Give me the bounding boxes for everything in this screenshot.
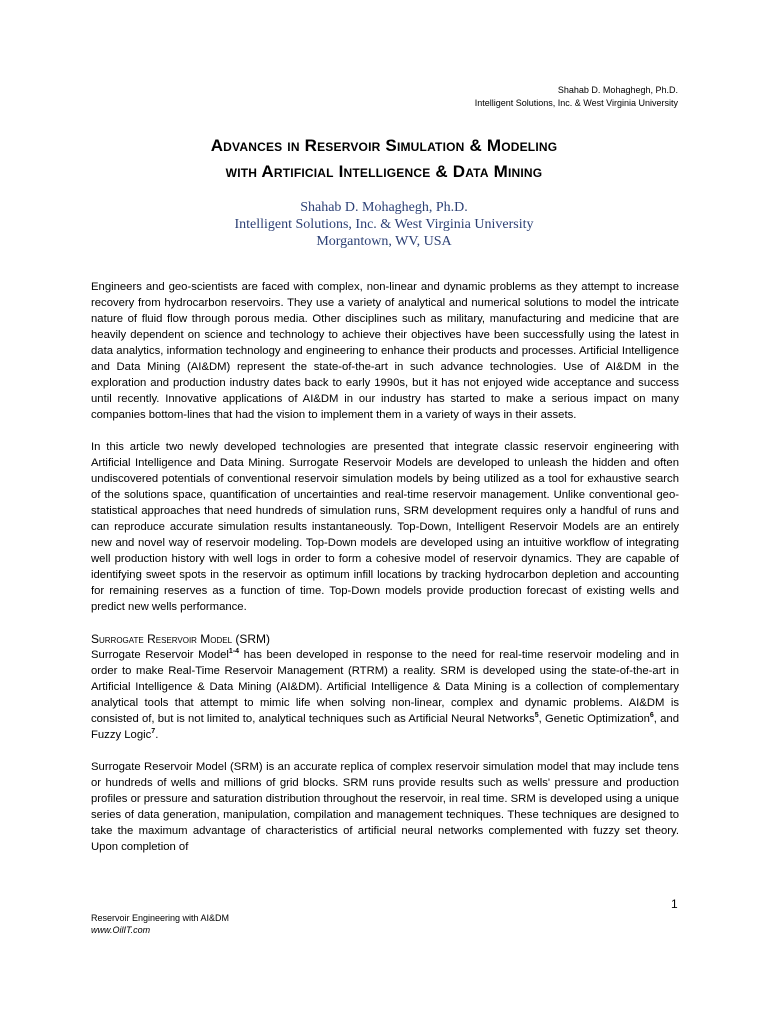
paragraph-srm-description: Surrogate Reservoir Model (SRM) is an accurate replica of complex reservoir simulation model that may include tens or hundreds of wells and millions of grid blocks. SRM runs provide results such as wells' pressure and production profiles or pressure and saturation distribution throughout the reservoir, in real time. SRM is developed using a unique series of data generation, manipulation, compilation and management techniques. These techniques are designed to take the maximum advantage of characteristics of artificial neural networks complemented with fuzzy set theory. Upon completion of (91, 761, 679, 853)
header-affiliation: Intelligent Solutions, Inc. & West Virginia University (474, 98, 678, 108)
section-heading-srm: Surrogate Reservoir Model (SRM) (91, 632, 271, 646)
srm-text-2: has been developed in response to the need for real-time reservoir modeling and in order to make Real-Time Reservoir Management (RTRM) a reality. SRM is developed using the state-of-the-art in Artificial Intelligence & Data Mining (AI&DM). Artificial Intelligence & Data Mining is a collection of complementary analytical tools that attempt to mimic life when solving non-linear, complex and dynamic problems. AI&DM is consisted of, but is not limited to, analytical techniques such as Artificial Neural Networks (91, 649, 679, 725)
title-line-1: Advances in Reservoir Simulation & Modeling (210, 136, 558, 155)
article-title (0, 133, 768, 185)
author-affiliation: Intelligent Solutions, Inc. & West Virginia University (234, 217, 534, 232)
srm-text-5: . (155, 729, 159, 741)
author-name: Shahab D. Mohaghegh, Ph.D. (300, 200, 468, 215)
page-number: 1 (671, 897, 678, 911)
paragraph-srm-intro (91, 647, 679, 743)
author-location: Morgantown, WV, USA (316, 234, 452, 249)
header-author: Shahab D. Mohaghegh, Ph.D. (557, 85, 678, 95)
paragraph-overview: In this article two newly developed technologies are presented that integrate classic reservoir engineering with Artificial Intelligence and Data Mining. Surrogate Reservoir Models are developed to unleash the hidden and often undiscovered potentials of conventional reservoir simulation models by being utilized as a tool for exhaustive search of the solutions space, quantification of uncertainties and real-time reservoir management. Unlike conventional geo-statistical approaches that need hundreds of simulation runs, SRM development requires only a handful of runs and can reproduce accurate simulation results instantaneously. Top-Down, Intelligent Reservoir Models are an entirely new and novel way of reservoir modeling. Top-Down models are developed using an intuitive workflow of integrating well production history with well logs in order to form a cohesive model of reservoir dynamics. They are capable of identifying sweet spots in the reservoir as optimum infill locations by tracking hydrocarbon depletion and accounting for remaining reserves as a function of time. Top-Down models provide production forecast of existing wells and predict new wells performance. (91, 441, 679, 613)
running-footer (91, 912, 229, 936)
paragraph-intro: Engineers and geo-scientists are faced with complex, non-linear and dynamic problems as they attempt to increase recovery from hydrocarbon reservoirs. They use a variety of analytical and numerical solutions to model the intricate nature of fluid flow through porous media. Other disciplines such as military, manufacturing and medicine that are heavily dependent on science and technology to achieve their objectives have been successfully using the latest in data analytics, information technology and engineering to enhance their products and processes. Artificial Intelligence and Data Mining (AI&DM) represent the state-of-the-art in such advance technologies. Use of AI&DM in the exploration and production industry dates back to early 1990s, but it has not enjoyed wide acceptance and success until recently. Innovative applications of AI&DM in our industry has started to make a serious impact on many companies bottom-lines that had the vision to implement them in a variety of ways in their assets. (91, 281, 679, 421)
srm-text-1: Surrogate Reservoir Model (91, 649, 229, 661)
srm-text-4: , and Fuzzy Logic (91, 713, 679, 741)
srm-text-3: , Genetic Optimization (538, 713, 650, 725)
title-line-2: with Artificial Intelligence & Data Mining (225, 162, 543, 181)
article-body (91, 279, 679, 871)
author-block (0, 199, 768, 250)
citation-6: 6 (649, 712, 654, 719)
citation-7: 7 (151, 728, 156, 735)
footer-site: www.OilIT.com (91, 925, 151, 935)
footer-title: Reservoir Engineering with AI&DM (91, 913, 230, 923)
citation-1-4: 1-4 (228, 648, 240, 655)
running-header (475, 84, 678, 110)
citation-5: 5 (534, 712, 539, 719)
